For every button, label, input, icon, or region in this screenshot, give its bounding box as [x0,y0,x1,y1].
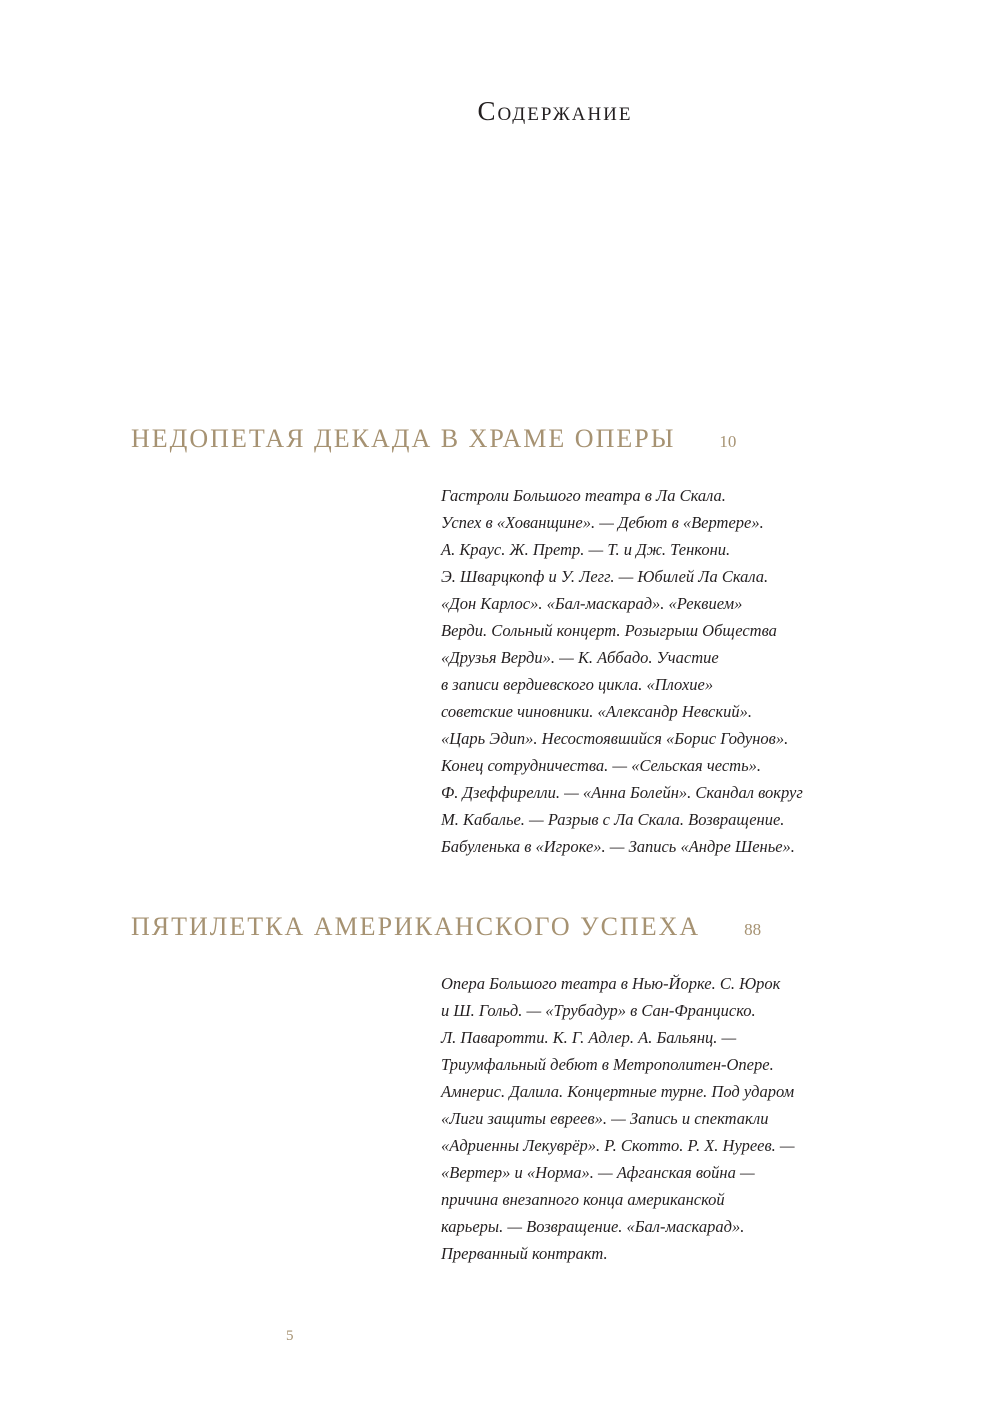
summary-line: причина внезапного конца американской [441,1190,725,1209]
summary-line: «Вертер» и «Норма». — Афганская война — [441,1163,755,1182]
summary-line: «Адриенны Лекуврёр». Р. Скотто. Р. Х. Нуреев. — [441,1136,795,1155]
section-page-number: 88 [744,920,762,939]
summary-line: Бабуленька в «Игроке». — Запись «Андре Шенье». [441,837,795,856]
summary-line: советские чиновники. «Александр Невский». [441,702,752,721]
summary-line: Прерванный контракт. [441,1244,608,1263]
summary-line: А. Краус. Ж. Претр. — Т. и Дж. Тенкони. [441,540,731,559]
summary-line: и Ш. Гольд. — «Трубадур» в Сан-Франциско. [441,1001,756,1020]
summary-line: «Дон Карлос». «Бал-маскарад». «Реквием» [441,594,743,613]
summary-line: Опера Большого театра в Нью-Йорке. С. Юрок [441,974,781,993]
summary-line: Ф. Дзеффирелли. — «Анна Болейн». Скандал вокруг [441,783,803,802]
summary-line: Конец сотрудничества. — «Сельская честь». [441,756,761,775]
section-title: НЕДОПЕТАЯ ДЕКАДА В ХРАМЕ ОПЕРЫ [131,424,676,453]
section-page-number: 10 [719,432,737,451]
summary-line: Гастроли Большого театра в Ла Скала. [441,486,726,505]
summary-line: «Лиги защиты евреев». — Запись и спектакли [441,1109,769,1128]
section-title: ПЯТИЛЕТКА АМЕРИКАНСКОГО УСПЕХА [131,912,701,941]
summary-line: «Друзья Верди». — К. Аббадо. Участие [441,648,719,667]
summary-line: Успех в «Хованщине». — Дебют в «Вертере». [441,513,764,532]
summary-line: карьеры. — Возвращение. «Бал-маскарад». [441,1217,745,1236]
summary-line: «Царь Эдип». Несостоявшийся «Борис Годунов». [441,729,789,748]
section-summary [441,482,881,860]
page-number: 5 [286,1328,294,1344]
summary-line: Триумфальный дебют в Метрополитен-Опере. [441,1055,774,1074]
section-summary [441,970,881,1267]
summary-line: Амнерис. Далила. Концертные турне. Под ударом [441,1082,795,1101]
summary-line: Л. Паваротти. К. Г. Адлер. А. Бальянц. — [441,1028,737,1047]
page-title: Содержание [477,96,633,126]
summary-line: М. Кабалье. — Разрыв с Ла Скала. Возвращение. [441,810,785,829]
summary-line: Э. Шварцкопф и У. Легг. — Юбилей Ла Скала. [441,567,769,586]
summary-line: в записи вердиевского цикла. «Плохие» [441,675,714,694]
toc-section-heading [131,424,736,454]
summary-line: Верди. Сольный концерт. Розыгрыш Общества [441,621,777,640]
toc-section-heading [131,912,761,942]
